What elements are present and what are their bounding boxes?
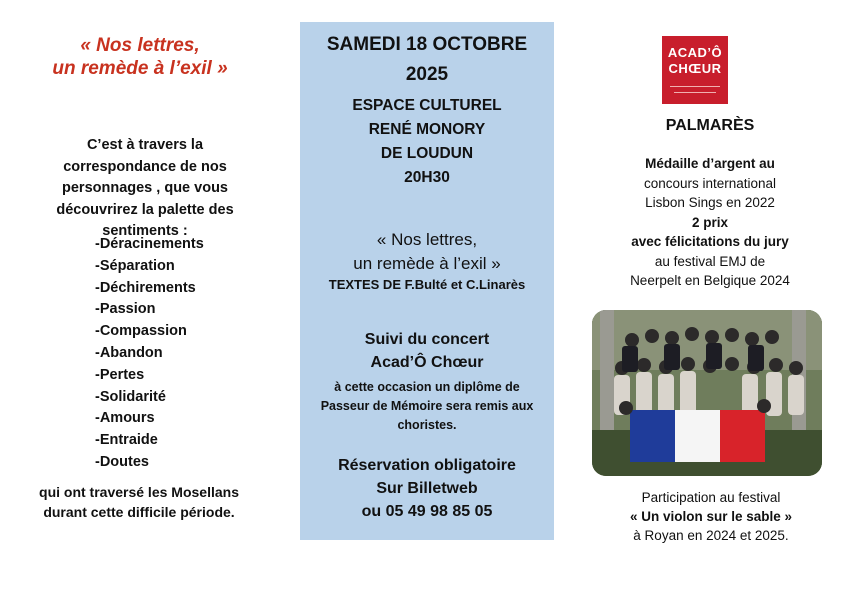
date-line2: 2025 [405,64,449,85]
intro-line: personnages , que vous [62,180,228,196]
diploma-note [300,378,554,435]
event-panel [300,22,554,540]
award-line: au festival EMJ de [654,253,766,269]
venue-line: ESPACE CULTUREL [352,97,502,114]
venue-line: RENÉ MONORY [368,121,486,138]
left-outro [14,482,264,522]
feeling-item: -Séparation [95,257,175,274]
feeling-item: -Compassion [95,323,187,340]
show-authors: TEXTES DE F.Bulté et C.Linarès [328,277,526,292]
feeling-item: -Solidarité [95,388,166,405]
concert-info [300,328,554,374]
logo-line2: CHŒUR [668,61,722,76]
award-line: Lisbon Sings en 2022 [645,195,775,210]
feeling-item: -Doutes [95,453,149,470]
intro-line: découvrirez la palette des [56,201,234,218]
date-line1: SAMEDI 18 OCTOBRE [326,34,528,55]
show-title-line2: un remède à l’exil » [353,254,501,273]
award-line: concours international [643,175,777,191]
concert-line1: Suivi du concert [364,331,490,348]
venue-line: DE LOUDUN [380,145,474,162]
logo-rule [670,86,720,87]
show-title [300,228,554,276]
resa-line2: Sur Billetweb [376,480,478,497]
flag-red [720,410,765,462]
choir-logo [662,36,728,104]
intro-line: correspondance de nos [63,158,227,175]
festival-line: « Un violon sur le sable » [629,509,793,524]
diploma-line: choristes. [397,418,457,432]
concert-line2: Acad’Ô Chœur [370,354,484,371]
award-line: Médaille d’argent au [645,156,775,171]
resa-line1: Réservation obligatoire [338,457,516,474]
show-title-line1: « Nos lettres, [376,230,478,249]
logo-rule [674,92,716,93]
event-venue [300,94,554,190]
feeling-item: -Passion [95,301,156,318]
photo-illustration [592,310,822,476]
logo-line1: ACAD’Ô [667,45,723,60]
award-line: avec félicitations du jury [631,234,789,249]
award-line: Neerpelt en Belgique 2024 [630,273,790,288]
left-intro [40,135,250,243]
feeling-item: -Déchirements [95,279,196,296]
flag-blue [630,410,675,462]
event-time: 20H30 [404,169,450,186]
event-date [300,30,554,90]
phone-number: ou 05 49 98 85 05 [361,503,493,520]
feeling-item: -Abandon [95,344,163,361]
festival-line: à Royan en 2024 et 2025. [633,528,789,543]
awards-list [598,154,822,291]
festival-line: Participation au festival [641,490,781,505]
choir-group-photo [592,310,822,476]
intro-line: sentiments : [102,223,188,239]
feeling-item: -Déracinements [95,236,204,252]
diploma-line: Passeur de Mémoire sera remis aux [320,399,534,413]
feeling-item: -Pertes [95,366,145,383]
feelings-list [95,234,204,474]
diploma-line: à cette occasion un diplôme de [334,380,520,394]
left-title-line2: un remède à l’exil » [52,58,228,79]
award-line: 2 prix [691,214,729,230]
festival-note [596,488,826,545]
feeling-item: -Amours [95,410,155,427]
reservation-info [300,454,554,523]
palmares-heading: PALMARÈS [665,117,755,134]
flag-white [675,410,720,462]
left-title-line1: « Nos lettres, [80,35,200,56]
outro-line2: durant cette difficile période. [43,504,235,520]
feeling-item: -Entraide [95,432,158,449]
outro-line1: qui ont traversé les Mosellans [39,484,239,500]
left-title [20,34,260,80]
intro-line: C’est à travers la [86,137,204,153]
